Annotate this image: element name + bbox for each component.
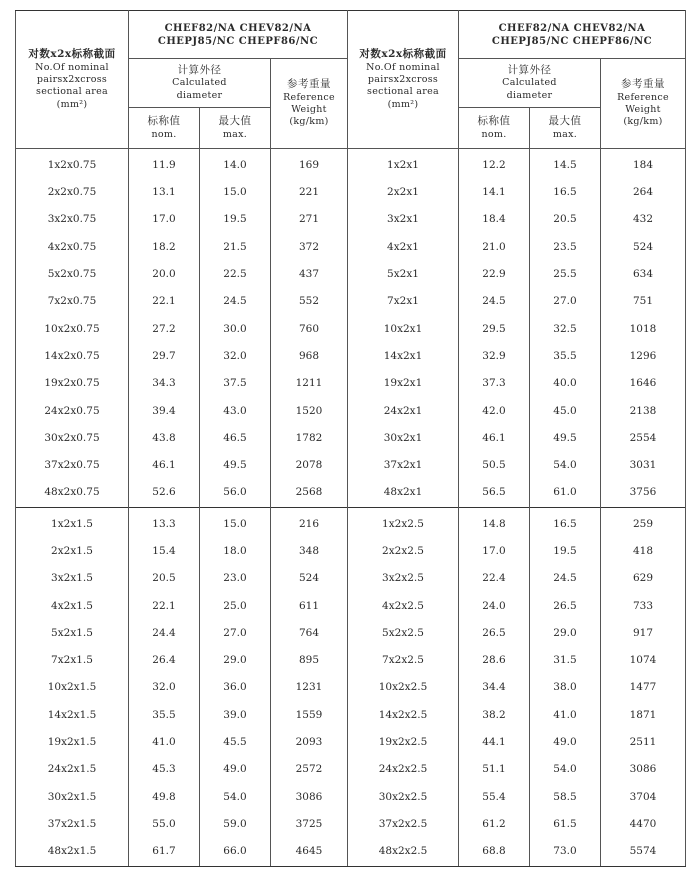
- cell-section-left: 19x2x0.75: [16, 370, 129, 397]
- nom-header-right: 标称值 nom.: [459, 108, 530, 149]
- cell-weight-right: 4470: [601, 811, 686, 838]
- cell-section-right: 3x2x2.5: [348, 565, 459, 592]
- cell-weight-left: 611: [271, 593, 348, 620]
- cell-section-right: 5x2x2.5: [348, 620, 459, 647]
- cell-section-left: 24x2x0.75: [16, 398, 129, 425]
- cell-max-right: 41.0: [530, 702, 601, 729]
- weight-header-right: 参考重量 Reference Weight (kg/km): [601, 59, 686, 149]
- cell-section-left: 30x2x1.5: [16, 784, 129, 811]
- cell-nom-right: 21.0: [459, 234, 530, 261]
- cell-section-left: 4x2x1.5: [16, 593, 129, 620]
- cell-max-left: 66.0: [200, 838, 271, 866]
- cell-section-left: 7x2x0.75: [16, 288, 129, 315]
- cell-nom-right: 50.5: [459, 452, 530, 479]
- cell-nom-right: 18.4: [459, 207, 530, 234]
- cell-nom-left: 29.7: [129, 343, 200, 370]
- cell-weight-right: 3756: [601, 480, 686, 508]
- cell-nom-left: 22.1: [129, 288, 200, 315]
- cell-weight-left: 1211: [271, 370, 348, 397]
- cell-nom-left: 34.3: [129, 370, 200, 397]
- cell-weight-left: 221: [271, 179, 348, 206]
- cell-nom-right: 42.0: [459, 398, 530, 425]
- cell-max-right: 16.5: [530, 507, 601, 538]
- cell-weight-left: 524: [271, 565, 348, 592]
- cell-weight-right: 1646: [601, 370, 686, 397]
- cell-section-left: 19x2x1.5: [16, 729, 129, 756]
- cell-nom-left: 13.1: [129, 179, 200, 206]
- cell-max-left: 45.5: [200, 729, 271, 756]
- cell-nom-left: 35.5: [129, 702, 200, 729]
- cell-weight-right: 629: [601, 565, 686, 592]
- cell-section-right: 5x2x1: [348, 261, 459, 288]
- cell-weight-left: 437: [271, 261, 348, 288]
- cell-max-left: 37.5: [200, 370, 271, 397]
- model-header-left: CHEF82/NA CHEV82/NA CHEPJ85/NC CHEPF86/NC: [129, 11, 348, 59]
- cell-weight-right: 2511: [601, 729, 686, 756]
- table-row: [16, 288, 686, 315]
- cell-max-left: 14.0: [200, 149, 271, 180]
- cell-section-left: 5x2x1.5: [16, 620, 129, 647]
- cell-weight-right: 917: [601, 620, 686, 647]
- cable-spec-table: [15, 10, 686, 867]
- cell-nom-right: 24.5: [459, 288, 530, 315]
- cell-max-right: 29.0: [530, 620, 601, 647]
- cell-section-right: 14x2x1: [348, 343, 459, 370]
- table-row: [16, 179, 686, 206]
- cell-max-right: 49.5: [530, 425, 601, 452]
- cell-weight-left: 2093: [271, 729, 348, 756]
- cell-max-right: 23.5: [530, 234, 601, 261]
- cell-max-right: 19.5: [530, 538, 601, 565]
- cell-max-right: 16.5: [530, 179, 601, 206]
- table-row: [16, 480, 686, 508]
- cell-weight-left: 3086: [271, 784, 348, 811]
- cell-nom-right: 61.2: [459, 811, 530, 838]
- cell-max-right: 20.5: [530, 207, 601, 234]
- cell-nom-right: 14.1: [459, 179, 530, 206]
- cell-nom-left: 52.6: [129, 480, 200, 508]
- cell-nom-right: 29.5: [459, 316, 530, 343]
- cell-weight-right: 1477: [601, 675, 686, 702]
- cell-max-left: 21.5: [200, 234, 271, 261]
- cell-nom-left: 15.4: [129, 538, 200, 565]
- cell-section-left: 10x2x1.5: [16, 675, 129, 702]
- cell-max-left: 15.0: [200, 507, 271, 538]
- table-row: [16, 507, 686, 538]
- cell-max-right: 24.5: [530, 565, 601, 592]
- cell-weight-right: 524: [601, 234, 686, 261]
- cell-section-right: 19x2x1: [348, 370, 459, 397]
- cell-section-left: 7x2x1.5: [16, 647, 129, 674]
- cell-weight-left: 1520: [271, 398, 348, 425]
- cell-weight-right: 184: [601, 149, 686, 180]
- cell-nom-left: 43.8: [129, 425, 200, 452]
- cell-section-left: 24x2x1.5: [16, 757, 129, 784]
- cell-nom-right: 51.1: [459, 757, 530, 784]
- cell-weight-left: 1231: [271, 675, 348, 702]
- table-row: [16, 729, 686, 756]
- cell-weight-right: 5574: [601, 838, 686, 866]
- cell-max-left: 49.5: [200, 452, 271, 479]
- cell-nom-left: 27.2: [129, 316, 200, 343]
- cell-nom-left: 41.0: [129, 729, 200, 756]
- cell-nom-right: 24.0: [459, 593, 530, 620]
- cell-max-left: 27.0: [200, 620, 271, 647]
- cell-weight-left: 968: [271, 343, 348, 370]
- cell-section-right: 24x2x1: [348, 398, 459, 425]
- cell-section-left: 10x2x0.75: [16, 316, 129, 343]
- cell-nom-left: 20.5: [129, 565, 200, 592]
- cell-section-right: 30x2x2.5: [348, 784, 459, 811]
- cell-section-left: 30x2x0.75: [16, 425, 129, 452]
- cell-section-right: 24x2x2.5: [348, 757, 459, 784]
- cell-weight-left: 895: [271, 647, 348, 674]
- section-header-right: 对数x2x标称截面 No.Of nominal pairsx2xcross sectional area (mm²): [348, 11, 459, 149]
- cell-max-right: 49.0: [530, 729, 601, 756]
- cell-nom-left: 39.4: [129, 398, 200, 425]
- cell-section-right: 10x2x2.5: [348, 675, 459, 702]
- cell-weight-left: 760: [271, 316, 348, 343]
- cell-max-right: 58.5: [530, 784, 601, 811]
- table-row: [16, 343, 686, 370]
- cell-nom-right: 17.0: [459, 538, 530, 565]
- cell-section-left: 48x2x1.5: [16, 838, 129, 866]
- cell-section-right: 3x2x1: [348, 207, 459, 234]
- cell-max-left: 39.0: [200, 702, 271, 729]
- table-row: [16, 565, 686, 592]
- cell-section-left: 4x2x0.75: [16, 234, 129, 261]
- cell-section-left: 5x2x0.75: [16, 261, 129, 288]
- cell-weight-left: 169: [271, 149, 348, 180]
- cell-section-right: 1x2x1: [348, 149, 459, 180]
- cell-max-left: 46.5: [200, 425, 271, 452]
- cell-max-right: 54.0: [530, 757, 601, 784]
- cell-section-left: 3x2x0.75: [16, 207, 129, 234]
- cell-section-left: 3x2x1.5: [16, 565, 129, 592]
- cell-weight-left: 271: [271, 207, 348, 234]
- cell-max-right: 25.5: [530, 261, 601, 288]
- cell-max-right: 32.5: [530, 316, 601, 343]
- table-row: [16, 425, 686, 452]
- table-row: [16, 838, 686, 866]
- cell-nom-right: 22.4: [459, 565, 530, 592]
- cell-nom-left: 26.4: [129, 647, 200, 674]
- cell-weight-right: 1871: [601, 702, 686, 729]
- cell-weight-right: 432: [601, 207, 686, 234]
- cell-nom-right: 37.3: [459, 370, 530, 397]
- cell-nom-right: 34.4: [459, 675, 530, 702]
- cell-weight-right: 3031: [601, 452, 686, 479]
- diameter-header-right: 计算外径 Calculated diameter: [459, 59, 601, 108]
- cell-max-left: 25.0: [200, 593, 271, 620]
- cell-nom-left: 24.4: [129, 620, 200, 647]
- cell-weight-left: 1559: [271, 702, 348, 729]
- cell-weight-right: 259: [601, 507, 686, 538]
- cell-section-right: 37x2x1: [348, 452, 459, 479]
- section-header-left: 对数x2x标称截面 No.Of nominal pairsx2xcross sectional area (mm²): [16, 11, 129, 149]
- cell-nom-right: 46.1: [459, 425, 530, 452]
- cell-max-right: 35.5: [530, 343, 601, 370]
- cell-max-right: 54.0: [530, 452, 601, 479]
- cell-weight-right: 3086: [601, 757, 686, 784]
- cell-nom-right: 44.1: [459, 729, 530, 756]
- model-header-right: CHEF82/NA CHEV82/NA CHEPJ85/NC CHEPF86/NC: [459, 11, 686, 59]
- cell-weight-left: 372: [271, 234, 348, 261]
- cell-nom-left: 13.3: [129, 507, 200, 538]
- cell-weight-left: 2568: [271, 480, 348, 508]
- table-row: [16, 702, 686, 729]
- cell-weight-right: 1074: [601, 647, 686, 674]
- table-row: [16, 207, 686, 234]
- cell-weight-right: 2554: [601, 425, 686, 452]
- cell-max-left: 36.0: [200, 675, 271, 702]
- cell-section-left: 14x2x0.75: [16, 343, 129, 370]
- cell-max-right: 38.0: [530, 675, 601, 702]
- cell-section-right: 37x2x2.5: [348, 811, 459, 838]
- cell-max-left: 49.0: [200, 757, 271, 784]
- cell-weight-left: 2572: [271, 757, 348, 784]
- cell-nom-left: 46.1: [129, 452, 200, 479]
- cell-section-right: 19x2x2.5: [348, 729, 459, 756]
- cell-section-right: 14x2x2.5: [348, 702, 459, 729]
- table-row: [16, 593, 686, 620]
- cell-nom-left: 22.1: [129, 593, 200, 620]
- cell-weight-right: 1296: [601, 343, 686, 370]
- table-row: [16, 811, 686, 838]
- table-row: [16, 370, 686, 397]
- cell-nom-right: 38.2: [459, 702, 530, 729]
- cell-weight-left: 764: [271, 620, 348, 647]
- table-row: [16, 647, 686, 674]
- cell-section-right: 2x2x1: [348, 179, 459, 206]
- cell-nom-left: 17.0: [129, 207, 200, 234]
- nom-header-left: 标称值 nom.: [129, 108, 200, 149]
- cell-section-right: 1x2x2.5: [348, 507, 459, 538]
- cell-section-right: 7x2x1: [348, 288, 459, 315]
- cell-nom-left: 55.0: [129, 811, 200, 838]
- table-row: [16, 538, 686, 565]
- cell-nom-left: 49.8: [129, 784, 200, 811]
- cell-max-right: 45.0: [530, 398, 601, 425]
- max-header-left: 最大值 max.: [200, 108, 271, 149]
- cell-max-right: 61.0: [530, 480, 601, 508]
- cell-nom-left: 20.0: [129, 261, 200, 288]
- cell-weight-right: 1018: [601, 316, 686, 343]
- cell-max-right: 26.5: [530, 593, 601, 620]
- cell-weight-left: 1782: [271, 425, 348, 452]
- cell-section-left: 14x2x1.5: [16, 702, 129, 729]
- cell-weight-right: 264: [601, 179, 686, 206]
- cell-section-right: 4x2x1: [348, 234, 459, 261]
- cell-weight-left: 3725: [271, 811, 348, 838]
- cell-max-left: 24.5: [200, 288, 271, 315]
- table-group-2: [16, 507, 686, 866]
- weight-header-left: 参考重量 Reference Weight (kg/km): [271, 59, 348, 149]
- cell-max-left: 59.0: [200, 811, 271, 838]
- cell-section-right: 48x2x1: [348, 480, 459, 508]
- cell-max-left: 18.0: [200, 538, 271, 565]
- cell-section-left: 37x2x1.5: [16, 811, 129, 838]
- cell-max-left: 56.0: [200, 480, 271, 508]
- cell-max-left: 43.0: [200, 398, 271, 425]
- cell-max-right: 27.0: [530, 288, 601, 315]
- cell-nom-left: 61.7: [129, 838, 200, 866]
- cell-weight-right: 733: [601, 593, 686, 620]
- table-row: [16, 784, 686, 811]
- cell-nom-right: 26.5: [459, 620, 530, 647]
- cell-nom-right: 28.6: [459, 647, 530, 674]
- cell-section-right: 7x2x2.5: [348, 647, 459, 674]
- cell-section-right: 2x2x2.5: [348, 538, 459, 565]
- cell-max-left: 23.0: [200, 565, 271, 592]
- cell-nom-right: 22.9: [459, 261, 530, 288]
- cell-section-right: 4x2x2.5: [348, 593, 459, 620]
- cell-nom-left: 11.9: [129, 149, 200, 180]
- cell-max-left: 29.0: [200, 647, 271, 674]
- cell-max-left: 15.0: [200, 179, 271, 206]
- cell-max-left: 32.0: [200, 343, 271, 370]
- table-row: [16, 398, 686, 425]
- table-row: [16, 316, 686, 343]
- cell-nom-left: 45.3: [129, 757, 200, 784]
- cell-section-left: 2x2x1.5: [16, 538, 129, 565]
- table-group-1: [16, 149, 686, 508]
- cell-nom-right: 12.2: [459, 149, 530, 180]
- cell-nom-right: 68.8: [459, 838, 530, 866]
- table-row: [16, 261, 686, 288]
- cell-weight-right: 3704: [601, 784, 686, 811]
- cell-max-right: 31.5: [530, 647, 601, 674]
- cell-section-left: 1x2x0.75: [16, 149, 129, 180]
- cell-max-right: 14.5: [530, 149, 601, 180]
- diameter-header-left: 计算外径 Calculated diameter: [129, 59, 271, 108]
- cell-weight-left: 552: [271, 288, 348, 315]
- table-row: [16, 234, 686, 261]
- cell-max-right: 40.0: [530, 370, 601, 397]
- max-header-right: 最大值 max.: [530, 108, 601, 149]
- cell-max-right: 61.5: [530, 811, 601, 838]
- cell-section-left: 37x2x0.75: [16, 452, 129, 479]
- cell-section-right: 48x2x2.5: [348, 838, 459, 866]
- cell-weight-left: 348: [271, 538, 348, 565]
- cell-nom-right: 56.5: [459, 480, 530, 508]
- cell-section-left: 1x2x1.5: [16, 507, 129, 538]
- cell-section-right: 30x2x1: [348, 425, 459, 452]
- cell-section-left: 2x2x0.75: [16, 179, 129, 206]
- cell-nom-left: 18.2: [129, 234, 200, 261]
- table-row: [16, 149, 686, 180]
- cell-max-left: 19.5: [200, 207, 271, 234]
- table-row: [16, 675, 686, 702]
- cell-weight-right: 751: [601, 288, 686, 315]
- table-row: [16, 757, 686, 784]
- cell-section-left: 48x2x0.75: [16, 480, 129, 508]
- cell-weight-left: 2078: [271, 452, 348, 479]
- cell-nom-right: 14.8: [459, 507, 530, 538]
- cell-max-left: 54.0: [200, 784, 271, 811]
- cell-nom-right: 32.9: [459, 343, 530, 370]
- cell-weight-right: 2138: [601, 398, 686, 425]
- cell-nom-right: 55.4: [459, 784, 530, 811]
- cell-weight-left: 4645: [271, 838, 348, 866]
- cell-nom-left: 32.0: [129, 675, 200, 702]
- cell-section-right: 10x2x1: [348, 316, 459, 343]
- table-row: [16, 452, 686, 479]
- cell-max-left: 30.0: [200, 316, 271, 343]
- cell-max-right: 73.0: [530, 838, 601, 866]
- table-row: [16, 620, 686, 647]
- cell-weight-left: 216: [271, 507, 348, 538]
- cell-weight-right: 418: [601, 538, 686, 565]
- cell-weight-right: 634: [601, 261, 686, 288]
- cell-max-left: 22.5: [200, 261, 271, 288]
